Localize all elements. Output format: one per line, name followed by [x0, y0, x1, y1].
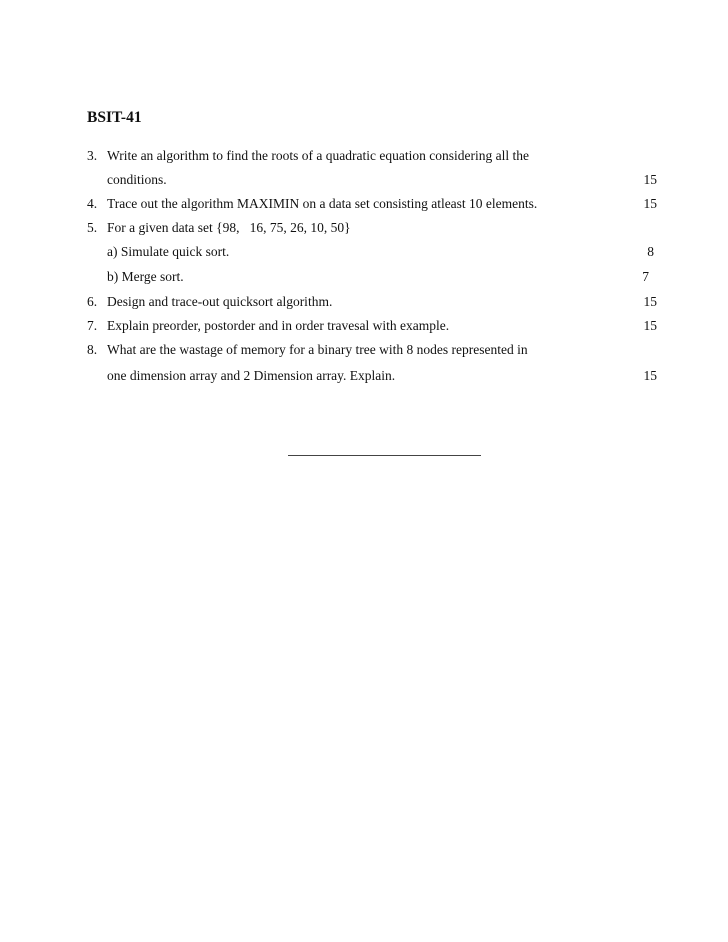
question-marks: 8: [647, 244, 654, 259]
question-8-line-2: [0, 366, 728, 386]
question-text: b) Merge sort.: [107, 269, 184, 284]
question-3-line-2: [0, 170, 728, 190]
question-marks: 15: [643, 196, 657, 211]
question-text: Explain preorder, postorder and in order travesal with example.: [107, 318, 450, 333]
question-text: What are the wastage of memory for a binary tree with 8 nodes represented in: [107, 342, 528, 357]
question-3-line-1: [0, 146, 728, 166]
end-of-paper-rule: [288, 455, 481, 456]
question-marks: 15: [643, 318, 657, 333]
question-number: 3.: [87, 148, 98, 163]
question-6-line-1: [0, 292, 728, 312]
question-number: 5.: [87, 220, 98, 235]
question-marks: 15: [643, 294, 657, 309]
question-text: conditions.: [107, 172, 167, 187]
question-5-line-1: [0, 218, 728, 238]
question-text: Design and trace-out quicksort algorithm.: [107, 294, 333, 309]
question-text: Write an algorithm to find the roots of a quadratic equation considering all the: [107, 148, 529, 163]
document-code: BSIT-41: [87, 109, 142, 126]
question-number: 7.: [87, 318, 98, 333]
question-text: Trace out the algorithm MAXIMIN on a data set consisting atleast 10 elements.: [107, 196, 538, 211]
question-5-line-3: [0, 267, 728, 287]
question-number: 8.: [87, 342, 98, 357]
question-marks: 7: [642, 269, 649, 284]
question-text: one dimension array and 2 Dimension array. Explain.: [107, 368, 396, 383]
question-number: 6.: [87, 294, 98, 309]
question-8-line-1: [0, 340, 728, 360]
question-number: 4.: [87, 196, 98, 211]
question-text: For a given data set {98, 16, 75, 26, 10, 50}: [107, 220, 351, 235]
question-7-line-1: [0, 316, 728, 336]
question-marks: 15: [643, 172, 657, 187]
question-4-line-1: [0, 194, 728, 214]
question-5-line-2: [0, 242, 728, 262]
question-text: a) Simulate quick sort.: [107, 244, 230, 259]
question-marks: 15: [643, 368, 657, 383]
